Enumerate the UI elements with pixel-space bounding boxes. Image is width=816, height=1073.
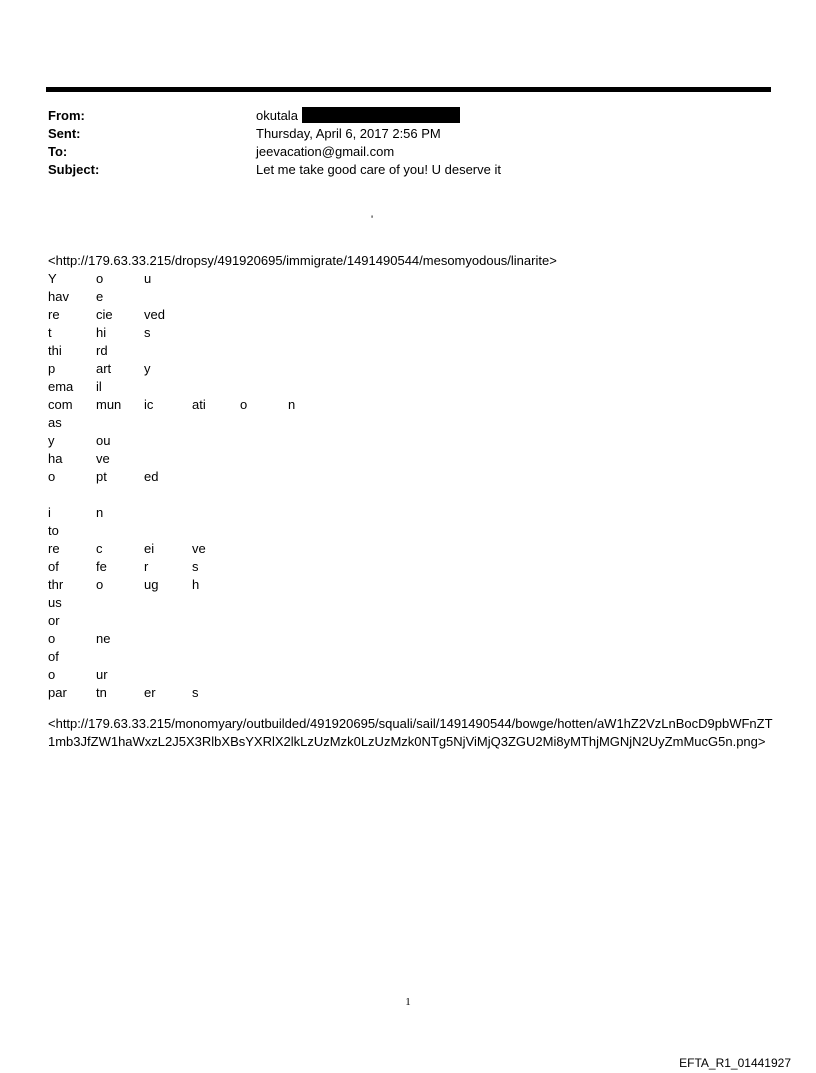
fragment-cell: or — [48, 613, 60, 628]
fragment-cell: to — [48, 523, 59, 538]
fragment-cell: er — [144, 685, 156, 700]
fragment-cell: art — [96, 361, 112, 376]
fragment-cell: o — [240, 397, 248, 412]
from-value — [256, 107, 460, 125]
fragment-cell: c — [96, 541, 103, 556]
link-2[interactable]: <http://179.63.33.215/monomyary/outbuilded/491920695/squali/sail/1491490544/bowge/hotten/aW1hZ2VzLnBocD9pbWFnZT1mb3JfZW1haWxzL2J5X3RlbXBsYXRlX2lkLzUzMzk0LzUzMzk0NTg5NjViMjQ3ZGU2Mi8yMThjMGNjN2UyZmMucG5n.png> — [48, 716, 773, 749]
fragment-cell: s — [144, 325, 151, 340]
fragment-cell: tn — [96, 685, 107, 700]
fragment-cell: re — [48, 307, 60, 322]
fragment-cell: par — [48, 685, 67, 700]
fragment-cell: hi — [96, 325, 107, 340]
fragment-cell: y — [48, 433, 55, 448]
fragment-cell: of — [48, 649, 59, 664]
fragment-cell: ema — [48, 379, 74, 394]
fragment-cell: thr — [48, 577, 64, 592]
fragment-cell: ed — [144, 469, 159, 484]
subject-label: Subject: — [48, 162, 100, 177]
fragment-cell: ur — [96, 667, 108, 682]
fragment-cell: ve — [96, 451, 110, 466]
fragment-cell: n — [96, 505, 104, 520]
fragment-cell: pt — [96, 469, 107, 484]
to-label: To: — [48, 144, 68, 159]
fragment-cell: h — [192, 577, 200, 592]
fragment-cell: ei — [144, 541, 155, 556]
fragment-cell: ve — [192, 541, 206, 556]
sender-name: okutala — [256, 108, 298, 123]
fragment-cell: ne — [96, 631, 111, 646]
fragment-cell: n — [288, 397, 296, 412]
fragment-cell: o — [48, 469, 56, 484]
fragment-cell: of — [48, 559, 59, 574]
fragment-cell: com — [48, 397, 73, 412]
fragment-cell: us — [48, 595, 62, 610]
fragment-cell: ved — [144, 307, 165, 322]
fragment-cell: ic — [144, 397, 154, 412]
fragment-cell: il — [96, 379, 102, 394]
fragment-cell: u — [144, 271, 152, 286]
fragment-cell: ou — [96, 433, 111, 448]
fragment-cell: s — [192, 685, 199, 700]
fragment-cell: r — [144, 559, 149, 574]
fragment-cell: o — [96, 271, 104, 286]
fragment-cell: thi — [48, 343, 62, 358]
fragment-cell: i — [48, 505, 51, 520]
header-rule — [46, 87, 771, 92]
fragment-cell: s — [192, 559, 199, 574]
fragment-cell: y — [144, 361, 151, 376]
redaction-box — [302, 107, 460, 123]
fragment-cell: ati — [192, 397, 206, 412]
fragment-cell: rd — [96, 343, 108, 358]
sent-label: Sent: — [48, 126, 81, 141]
fragment-cell: e — [96, 289, 104, 304]
fragment-cell: p — [48, 361, 56, 376]
fragment-cell: mun — [96, 397, 122, 412]
fragment-cell: ug — [144, 577, 159, 592]
document-id: EFTA_R1_01441927 — [679, 1056, 791, 1070]
fragment-cell: ha — [48, 451, 63, 466]
stray-tick-mark: ' — [371, 214, 374, 226]
fragment-cell: o — [96, 577, 104, 592]
link-1[interactable]: <http://179.63.33.215/dropsy/491920695/immigrate/1491490544/mesomyodous/linarite> — [48, 253, 557, 268]
fragment-cell: as — [48, 415, 62, 430]
fragment-cell: fe — [96, 559, 107, 574]
fragment-cell: Y — [48, 271, 57, 286]
fragment-cell: t — [48, 325, 52, 340]
fragment-cell: cie — [96, 307, 113, 322]
to-value: jeevacation@gmail.com — [256, 144, 395, 159]
sent-value: Thursday, April 6, 2017 2:56 PM — [256, 126, 441, 141]
fragment-cell: o — [48, 631, 56, 646]
subject-value: Let me take good care of you! U deserve it — [256, 162, 501, 177]
from-label: From: — [48, 108, 85, 123]
page-number: 1 — [405, 996, 411, 1008]
fragment-cell: re — [48, 541, 60, 556]
fragment-cell: o — [48, 667, 56, 682]
fragment-cell: hav — [48, 289, 69, 304]
